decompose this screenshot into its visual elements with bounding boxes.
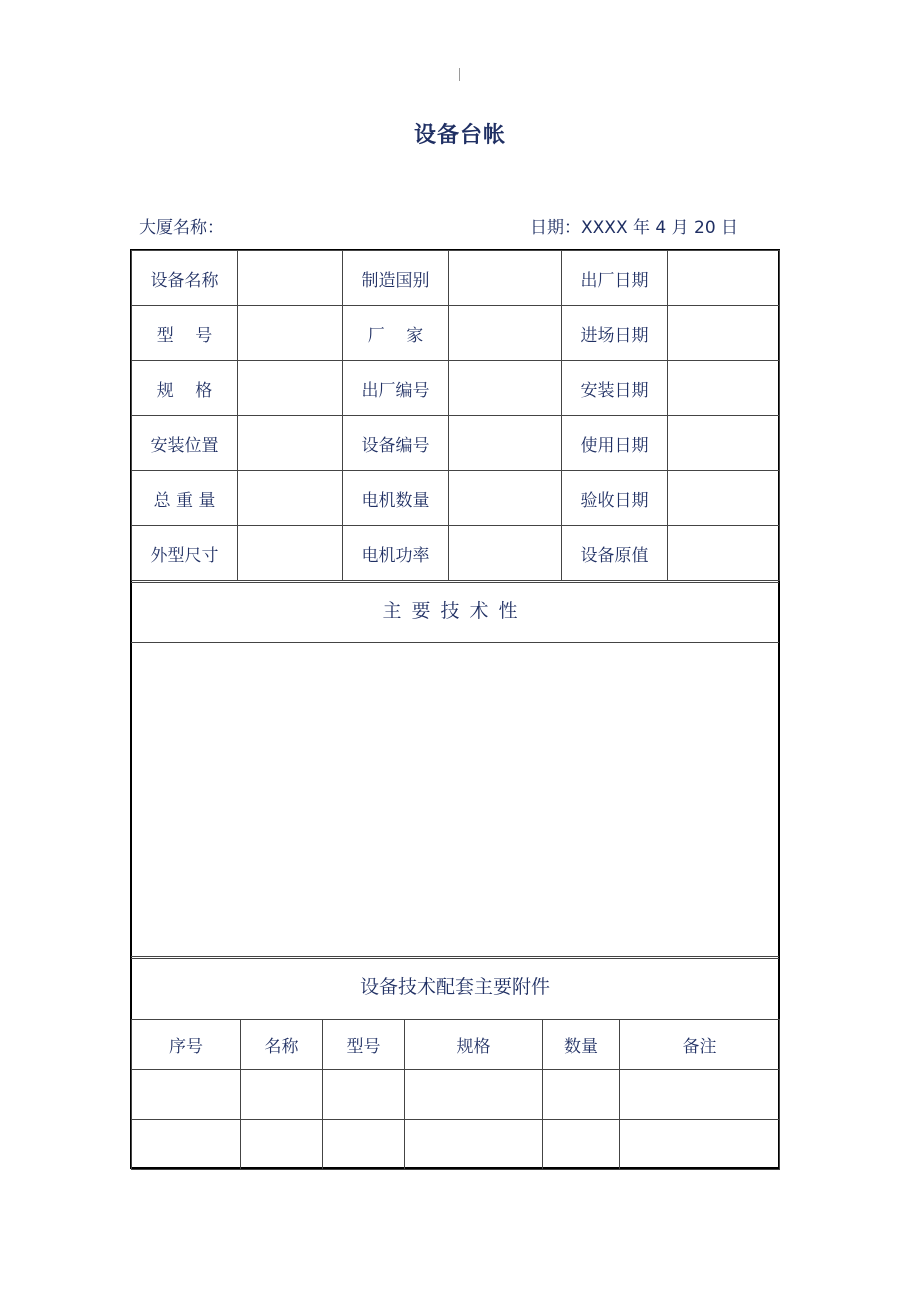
- table-row: [132, 306, 780, 361]
- field-label: 电机功率: [343, 526, 449, 581]
- equipment-info-table: [131, 250, 780, 581]
- table-cell: [132, 1120, 241, 1170]
- field-label: 总 重 量: [132, 471, 238, 526]
- field-label: 进场日期: [562, 306, 668, 361]
- table-cell: [405, 1120, 543, 1170]
- column-header: 型号: [323, 1020, 405, 1070]
- field-value: [449, 416, 562, 471]
- column-header: 数量: [543, 1020, 620, 1070]
- table-header-row: [132, 1020, 780, 1070]
- field-label: 外型尺寸: [132, 526, 238, 581]
- table-cell: [132, 1070, 241, 1120]
- building-name-label: 大厦名称：: [139, 218, 224, 238]
- table-row: [132, 1070, 780, 1120]
- field-label: 厂 家: [343, 306, 449, 361]
- date-label: 日期：XXXX 年 4 月 20 日: [530, 218, 739, 238]
- field-label: 规 格: [132, 361, 238, 416]
- text-cursor-mark: [459, 68, 460, 81]
- field-value: [238, 361, 343, 416]
- field-value: [668, 251, 780, 306]
- field-label: 设备名称: [132, 251, 238, 306]
- field-value: [449, 251, 562, 306]
- field-value: [238, 471, 343, 526]
- table-cell: [323, 1120, 405, 1170]
- field-value: [449, 471, 562, 526]
- field-label: 制造国别: [343, 251, 449, 306]
- field-value: [668, 416, 780, 471]
- field-value: [238, 416, 343, 471]
- field-label: 使用日期: [562, 416, 668, 471]
- accessories-table: [131, 1019, 780, 1170]
- column-header: 名称: [241, 1020, 323, 1070]
- table-cell: [241, 1120, 323, 1170]
- table-row: [132, 471, 780, 526]
- field-value: [668, 306, 780, 361]
- field-label: 型 号: [132, 306, 238, 361]
- column-header: 规格: [405, 1020, 543, 1070]
- table-row: [132, 416, 780, 471]
- table-cell: [620, 1120, 780, 1170]
- field-label: 设备编号: [343, 416, 449, 471]
- field-value: [668, 471, 780, 526]
- field-value: [449, 361, 562, 416]
- tech-specs-section-title: 主要技术性: [131, 580, 779, 643]
- table-row: [132, 1120, 780, 1170]
- table-cell: [405, 1070, 543, 1120]
- table-cell: [543, 1120, 620, 1170]
- field-value: [238, 306, 343, 361]
- field-label: 出厂日期: [562, 251, 668, 306]
- table-row: [132, 361, 780, 416]
- field-value: [668, 526, 780, 581]
- accessories-section-title: 设备技术配套主要附件: [131, 956, 779, 1020]
- table-row: [132, 251, 780, 306]
- field-label: 出厂编号: [343, 361, 449, 416]
- field-label: 设备原值: [562, 526, 668, 581]
- table-cell: [241, 1070, 323, 1120]
- field-label: 安装日期: [562, 361, 668, 416]
- table-row: [132, 526, 780, 581]
- field-label: 安装位置: [132, 416, 238, 471]
- document-title: 设备台帐: [413, 123, 506, 148]
- field-value: [238, 526, 343, 581]
- table-cell: [543, 1070, 620, 1120]
- field-value: [449, 526, 562, 581]
- column-header: 备注: [620, 1020, 780, 1070]
- field-label: 验收日期: [562, 471, 668, 526]
- field-label: 电机数量: [343, 471, 449, 526]
- table-cell: [620, 1070, 780, 1120]
- tech-specs-blank-area: [131, 643, 779, 956]
- column-header: 序号: [132, 1020, 241, 1070]
- table-cell: [323, 1070, 405, 1120]
- field-value: [449, 306, 562, 361]
- field-value: [238, 251, 343, 306]
- field-value: [668, 361, 780, 416]
